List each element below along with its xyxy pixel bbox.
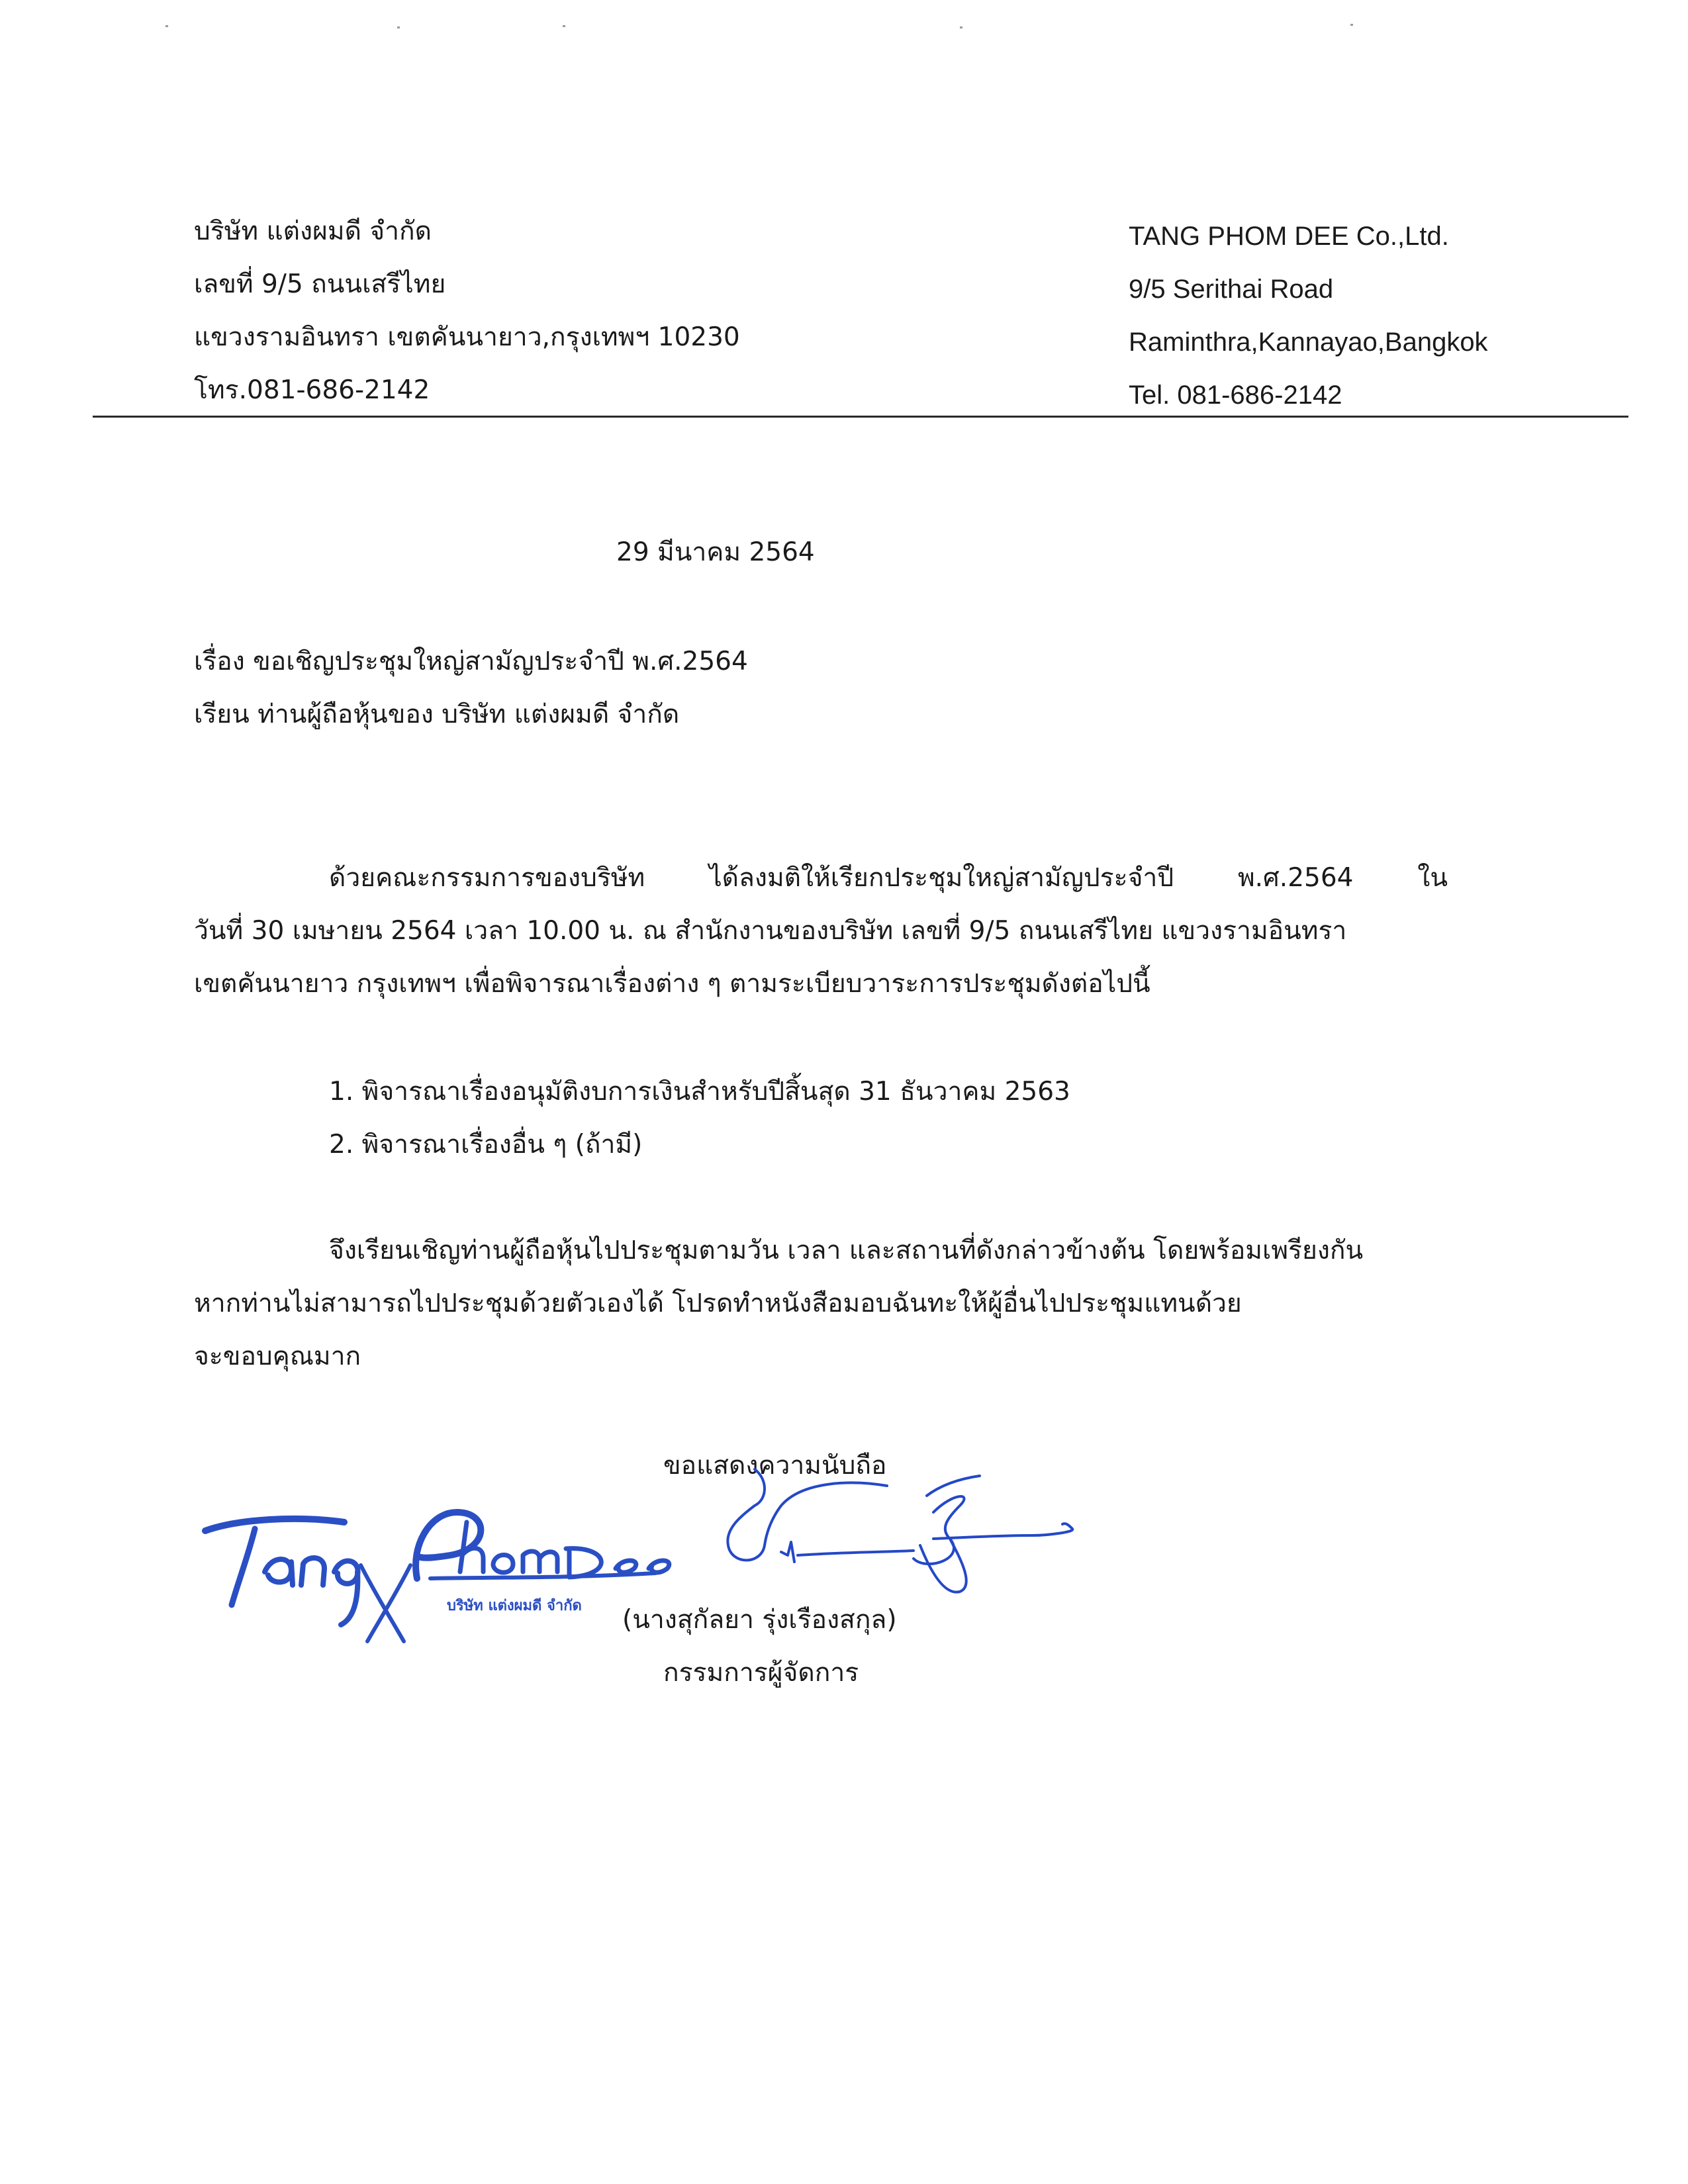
logo-stroke	[205, 1519, 344, 1531]
scan-speck	[397, 26, 400, 28]
scan-speck	[1350, 24, 1353, 26]
address-line1-th: เลขที่ 9/5 ถนนเสรีไทย	[194, 269, 446, 299]
logo-subtext: บริษัท แต่งผมดี จำกัด	[447, 1598, 582, 1614]
paragraph1-word: ใน	[1417, 863, 1448, 893]
subject-line: เรื่อง ขอเชิญประชุมใหญ่สามัญประจำปี พ.ศ.2564	[194, 647, 748, 676]
signer-name: (นางสุกัลยา รุ่งเรืองสกุล)	[622, 1605, 897, 1635]
header-divider	[93, 416, 1628, 418]
paragraph1-line3: เขตคันนายาว กรุงเทพฯ เพื่อพิจารณาเรื่องต่าง ๆ ตามระเบียบวาระการประชุมดังต่อไปนี้	[194, 969, 1150, 999]
paragraph1-word: ด้วยคณะกรรมการของบริษัท	[329, 863, 645, 893]
scan-speck	[165, 25, 168, 27]
company-name-th: บริษัท แต่งผมดี จำกัด	[194, 216, 432, 246]
agenda-item: 1. พิจารณาเรื่องอนุมัติงบการเงินสำหรับปีสิ้นสุด 31 ธันวาคม 2563	[329, 1077, 1070, 1107]
phone-en: Tel. 081-686-2142	[1129, 381, 1342, 410]
agenda-item: 2. พิจารณาเรื่องอื่น ๆ (ถ้ามี)	[329, 1130, 643, 1160]
paragraph1-line1	[329, 865, 1448, 891]
paragraph1-word: พ.ศ.2564	[1237, 863, 1354, 893]
address-line2-en: Raminthra,Kannayao,Bangkok	[1129, 328, 1488, 357]
salutation-line: เรียน ท่านผู้ถือหุ้นของ บริษัท แต่งผมดี จำกัด	[194, 700, 680, 729]
handwritten-signature	[715, 1466, 1086, 1618]
company-logo-stamp	[192, 1492, 682, 1651]
paragraph2-line2: หากท่านไม่สามารถไปประชุมด้วยตัวเองได้ โปรดทำหนังสือมอบฉันทะให้ผู้อื่นไปประชุมแทนด้วย	[194, 1289, 1242, 1318]
address-line2-th: แขวงรามอินทรา เขตคันนายาว,กรุงเทพฯ 10230	[194, 322, 740, 352]
signer-title: กรรมการผู้จัดการ	[663, 1658, 859, 1688]
closing-text: ขอแสดงความนับถือ	[663, 1451, 887, 1480]
address-line1-en: 9/5 Serithai Road	[1129, 275, 1334, 304]
paragraph1-line2: วันที่ 30 เมษายน 2564 เวลา 10.00 น. ณ สำนักงานของบริษัท เลขที่ 9/5 ถนนเสรีไทย แขวงรามอินทรา	[194, 916, 1347, 946]
letter-date: 29 มีนาคม 2564	[616, 537, 815, 567]
company-name-en: TANG PHOM DEE Co.,Ltd.	[1129, 222, 1449, 251]
paragraph2-line1: จึงเรียนเชิญท่านผู้ถือหุ้นไปประชุมตามวัน เวลา และสถานที่ดังกล่าวข้างต้น โดยพร้อมเพรียงกัน	[329, 1236, 1364, 1265]
phone-th: โทร.081-686-2142	[194, 375, 430, 405]
scan-speck	[563, 25, 565, 27]
scan-speck	[960, 26, 962, 28]
paragraph2-line3: จะขอบคุณมาก	[194, 1342, 361, 1371]
paragraph1-word: ได้ลงมติให้เรียกประชุมใหญ่สามัญประจำปี	[709, 863, 1174, 893]
